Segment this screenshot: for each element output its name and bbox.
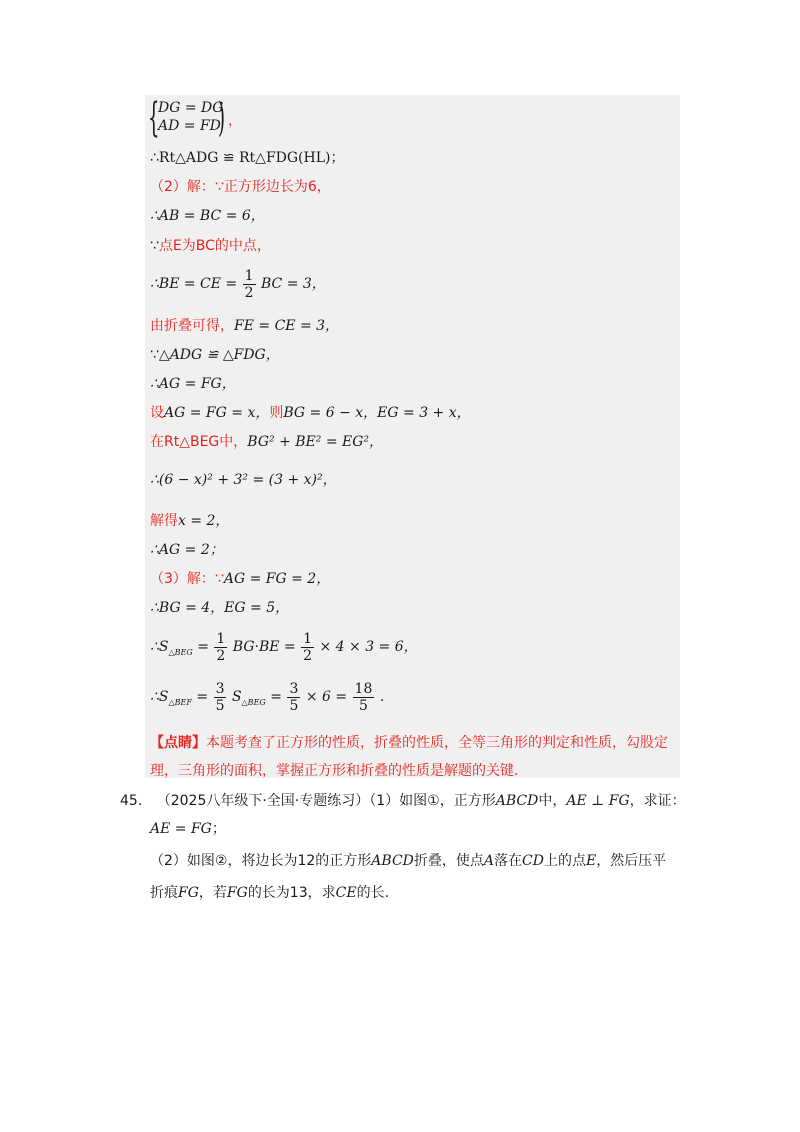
problem-line-3: （2）如图②，将边长为12的正方形ABCD折叠，使点A落在CD上的点E，然后压平 <box>150 853 667 869</box>
comment-line-1: 【点睛】本题考查了正方形的性质，折叠的性质，全等三角形的判定和性质，勾股定 <box>150 735 668 751</box>
right-brace: ) <box>218 95 226 141</box>
solution-line-17: $\therefore S_{\triangle BEF}$ = $\frac{3}{5}$ $S_{\triangle BEG}$ = $\frac{3}{5}$ × 6 = $\frac{18}{5}$ . <box>150 680 385 714</box>
solution-line-2: （2）解：∵正方形边长为6， <box>150 179 331 195</box>
solution-line-8: ∴AG = FG， <box>150 376 236 392</box>
comment-label: 【点睛】 <box>150 735 206 751</box>
solution-line-15: ∴BG = 4，EG = 5， <box>150 600 290 616</box>
fraction-half-1: $\frac{1}{2}$ <box>216 630 226 664</box>
problem-line-2: AE = FG； <box>150 821 226 837</box>
problem-number: 45. <box>120 793 143 809</box>
solution-line-5: ∴BE = CE = $\frac{1}{2}$ BC = 3， <box>150 267 326 301</box>
solution-line-1: ∴Rt△ADG ≌ Rt△FDG(HL)； <box>150 150 345 166</box>
problem-line-1: 45. （2025八年级下·全国·专题练习）（1）如图①，正方形ABCD中，AE ⊥ FG，求证： <box>120 793 686 809</box>
system-row-2: AD = FD <box>158 118 221 134</box>
fraction-eighteen-fifths: $\frac{18}{5}$ <box>354 680 373 714</box>
solution-line-16: $\therefore S_{\triangle BEG}$ = $\frac{1}{2}$ BG·BE = $\frac{1}{2}$ × 4 × 3 = 6， <box>150 630 418 664</box>
solution-line-7: ∵△ADG ≌ △FDG， <box>150 347 280 363</box>
solution-line-13: ∴AG = 2； <box>150 542 224 558</box>
comment-line-2: 理，三角形的面积，掌握正方形和折叠的性质是解题的关键. <box>150 763 519 779</box>
solution-line-14: （3）解：∵AG = FG = 2， <box>150 571 331 587</box>
solution-line-10: 在Rt△BEG中，BG² + BE² = EG²， <box>150 434 384 450</box>
fraction-half-2: $\frac{1}{2}$ <box>303 630 313 664</box>
solution-line-12: 解得x = 2， <box>150 513 230 529</box>
problem-source: （2025八年级下·全国·专题练习） <box>156 793 370 809</box>
solution-line-6: 由折叠可得，FE = CE = 3， <box>150 318 340 334</box>
fraction-three-fifths-1: $\frac{3}{5}$ <box>215 680 225 714</box>
solution-line-3: ∴AB = BC = 6， <box>150 208 265 224</box>
problem-line-4: 折痕FG，若FG的长为13，求CE的长. <box>150 885 390 901</box>
left-brace: { <box>148 95 160 141</box>
solution-line-4: ∵点E为BC的中点， <box>150 238 271 254</box>
fraction-half: $\frac{1}{2}$ <box>244 267 254 301</box>
system-tail: ， <box>228 113 242 129</box>
solution-line-11: ∴(6 − x)² + 3² = (3 + x)²， <box>150 472 337 488</box>
fraction-three-fifths-2: $\frac{3}{5}$ <box>289 680 299 714</box>
system-row-1: DG = DG <box>158 100 224 116</box>
solution-line-9: 设AG = FG = x，则BG = 6 − x，EG = 3 + x， <box>150 405 471 421</box>
